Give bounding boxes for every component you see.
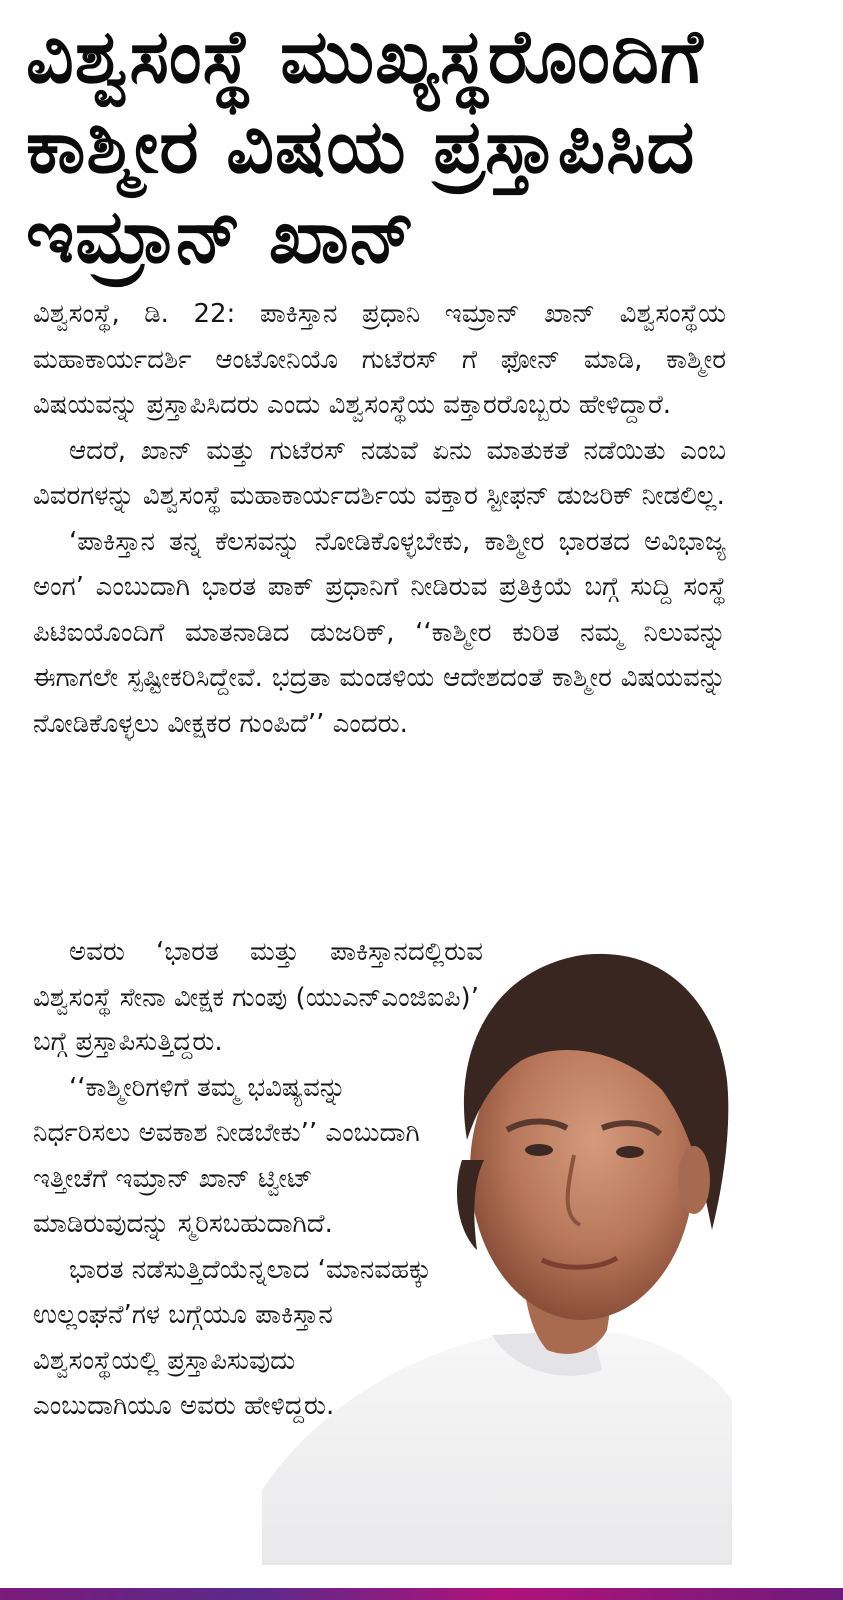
page-margin [738,0,843,1588]
article-body-middle [33,930,483,1021]
headline [26,12,746,282]
article-paragraph-3: ‘ಪಾಕಿಸ್ತಾನ ತನ್ನ ಕೆಲಸವನ್ನು ನೋಡಿಕೊಳ್ಳಬೇಕು, ಕಾಶ್ಮೀರ ಭಾರತದ ಅವಿಭಾಜ್ಯ ಅಂಗ’ ಎಂಬುದಾಗಿ ಭಾರತ ಪಾಕ್ ಪ್ರಧಾನಿಗೆ ನೀಡಿರುವ ಪ್ರತಿಕ್ರಿಯೆ ಬಗ್ಗೆ ಸುದ್ದಿ ಸಂಸ್ಥೆ ಪಿಟಿಐಯೊಂದಿಗೆ ಮಾತನಾಡಿದ ಡುಜರಿಕ್, ‘‘ಕಾಶ್ಮೀರ ಕುರಿತ ನಮ್ಮ ನಿಲುವನ್ನು ಈಗಾಗಲೇ ಸ್ಪಷ್ಟೀಕರಿಸಿದ್ದೇವೆ. ಭದ್ರತಾ ಮಂಡಳಿಯ ಆದೇಶದಂತೆ ಕಾಶ್ಮೀರ ವಿಷಯವನ್ನು ನೋಡಿಕೊಳ್ಳಲು ವೀಕ್ಷಕರ ಗುಂಪಿದೆ’’ ಎಂದರು. [33,526,726,739]
article-paragraph-6: ಭಾರತ ನಡೆಸುತ್ತಿದೆಯೆನ್ನಲಾದ ‘ಮಾನವಹಕ್ಕು ಉಲ್ಲಂಘನೆ’ಗಳ ಬಗ್ಗೆಯೂ ಪಾಕಿಸ್ತಾನ ವಿಶ್ವಸಂಸ್ಥೆಯಲ್ಲಿ ಪ್ರಸ್ತಾಪಿಸುವುದು ಎಂಬುದಾಗಿಯೂ ಅವರು ಹೇಳಿದ್ದರು. [33,1254,432,1421]
article-body-full-width [33,292,726,747]
article-body-narrow [33,1020,433,1430]
headline-line-2: ಕಾಶ್ಮೀರ ವಿಷಯ ಪ್ರಸ್ತಾಪಿಸಿದ [26,104,696,190]
article-paragraph-2: ಆದರೆ, ಖಾನ್ ಮತ್ತು ಗುಟೆರಸ್ ನಡುವೆ ಏನು ಮಾತುಕತೆ ನಡೆಯಿತು ಎಂಬ ವಿವರಗಳನ್ನು ವಿಶ್ವಸಂಸ್ಥೆ ಮಹಾಕಾರ್ಯದರ್ಶಿಯ ವಕ್ತಾರ ಸ್ಟೀಫನ್ ಡುಜರಿಕ್ ನೀಡಲಿಲ್ಲ. [33,435,726,511]
article-paragraph-4b: ಬಗ್ಗೆ ಪ್ರಸ್ತಾಪಿಸುತ್ತಿದ್ದರು. [33,1027,223,1057]
article-paragraph-4a: ಅವರು ‘ಭಾರತ ಮತ್ತು ಪಾಕಿಸ್ತಾನದಲ್ಲಿರುವ ವಿಶ್ವಸಂಸ್ಥೆ ಸೇನಾ ವೀಕ್ಷಕ ಗುಂಪು (ಯುಎನ್‌ಎಂಜಿಐಪಿ)’ [33,937,483,1013]
article-paragraph-1: ವಿಶ್ವಸಂಸ್ಥೆ, ಡಿ. 22: ಪಾಕಿಸ್ತಾನ ಪ್ರಧಾನಿ ಇಮ್ರಾನ್ ಖಾನ್ ವಿಶ್ವಸಂಸ್ಥೆಯ ಮಹಾಕಾರ್ಯದರ್ಶಿ ಆಂಟೋನಿಯೊ ಗುಟೆರಸ್ ಗೆ ಫೋನ್ ಮಾಡಿ, ಕಾಶ್ಮೀರ ವಿಷಯವನ್ನು ಪ್ರಸ್ತಾಪಿಸಿದರು ಎಂದು ವಿಶ್ವಸಂಸ್ಥೆಯ ವಕ್ತಾರರೊಬ್ಬರು ಹೇಳಿದ್ದಾರೆ. [33,299,726,420]
article-paragraph-5: ‘‘ಕಾಶ್ಮೀರಿಗಳಿಗೆ ತಮ್ಮ ಭವಿಷ್ಯವನ್ನು ನಿರ್ಧರಿಸಲು ಅವಕಾಶ ನೀಡಬೇಕು’’ ಎಂಬುದಾಗಿ ಇತ್ತೀಚೆಗೆ ಇಮ್ರಾನ್ ಖಾನ್ ಟ್ವೀಟ್ ಮಾಡಿರುವುದನ್ನು ಸ್ಮರಿಸಬಹುದಾಗಿದೆ. [33,1072,420,1239]
headline-line-3: ಇಮ್ರಾನ್ ಖಾನ್ [26,194,416,280]
bottom-color-bar [0,1588,843,1600]
headline-line-1: ವಿಶ್ವಸಂಸ್ಥೆ ಮುಖ್ಯಸ್ಥರೊಂದಿಗೆ [26,14,704,100]
